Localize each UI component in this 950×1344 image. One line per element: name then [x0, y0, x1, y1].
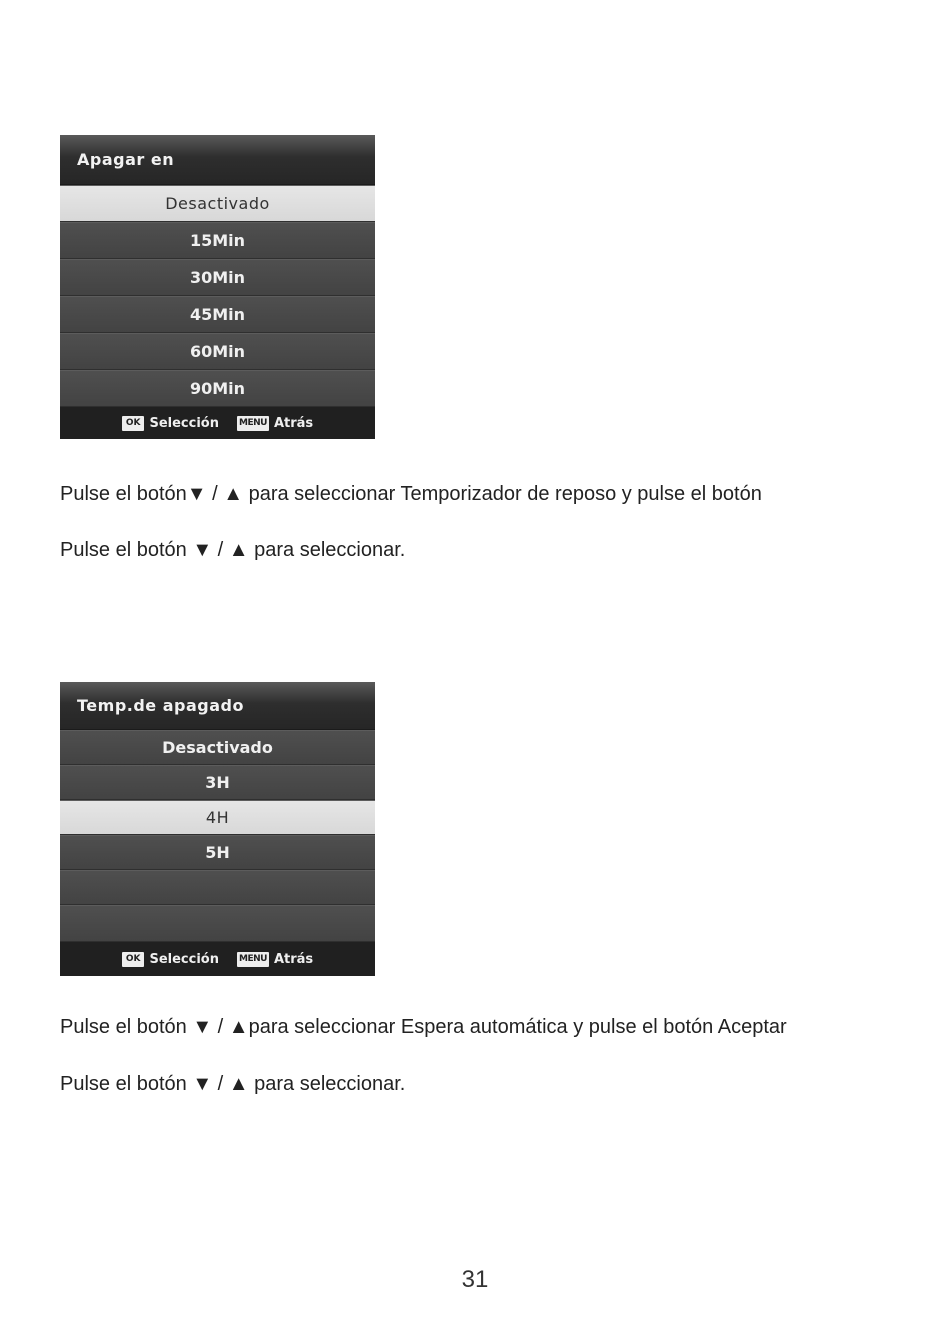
sleep-timer-menu [60, 135, 375, 439]
instruction-line: Pulse el botón ▼ / ▲para seleccionar Espera automática y pulse el botón Aceptar [60, 1016, 787, 1038]
menu-key-icon: MENU [237, 416, 269, 431]
select-hint: Selección [149, 415, 219, 431]
ok-key-icon: OK [122, 952, 145, 967]
instruction-line: Pulse el botón▼ / ▲ para seleccionar Temporizador de reposo y pulse el botón [60, 483, 762, 505]
menu-option[interactable]: Desactivado [60, 185, 375, 222]
instruction-line: Pulse el botón ▼ / ▲ para seleccionar. [60, 539, 406, 561]
back-hint: Atrás [273, 415, 314, 431]
menu-option[interactable]: Desactivado [60, 730, 375, 765]
page-number: 31 [461, 1266, 489, 1293]
menu-footer [60, 942, 375, 976]
ok-key-icon: OK [122, 416, 145, 431]
menu-option[interactable]: 45Min [60, 296, 375, 333]
menu-key-icon: MENU [237, 952, 269, 967]
auto-standby-menu [60, 682, 375, 976]
menu-option[interactable]: 3H [60, 765, 375, 800]
back-hint: Atrás [273, 951, 314, 967]
menu-title: Apagar en [60, 135, 375, 185]
instruction-line: Pulse el botón ▼ / ▲ para seleccionar. [60, 1073, 406, 1095]
menu-option[interactable]: 90Min [60, 370, 375, 407]
menu-option[interactable]: 30Min [60, 259, 375, 296]
menu-option[interactable]: 5H [60, 835, 375, 870]
menu-option-empty [60, 870, 375, 905]
menu-option[interactable]: 4H [60, 800, 375, 835]
menu-option[interactable]: 60Min [60, 333, 375, 370]
menu-title: Temp.de apagado [60, 682, 375, 730]
menu-option-empty [60, 905, 375, 942]
menu-footer [60, 407, 375, 439]
menu-option[interactable]: 15Min [60, 222, 375, 259]
select-hint: Selección [149, 951, 219, 967]
